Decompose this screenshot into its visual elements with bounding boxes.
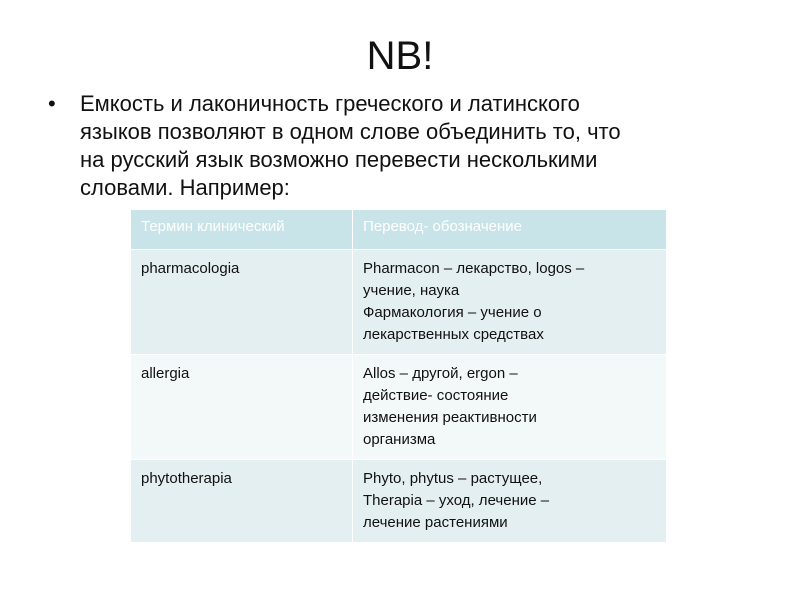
term-cell: allergia [131,355,353,460]
bullet-text-line: на русский язык возможно перевести несколькими [80,147,598,172]
translation-line: Фармакология – учение о [363,304,542,321]
terms-table [130,209,667,543]
column-header-term: Термин клинический [131,210,353,250]
translation-line: действие- состояние [363,387,509,404]
translation-line: Therapia – уход, лечение – [363,492,550,509]
term-cell: pharmacologia [131,250,353,355]
translation-line: учение, наука [363,282,460,299]
translation-line: Pharmacon – лекарство, logos – [363,260,585,277]
translation-line: Phyto, phytus – растущее, [363,470,543,487]
translation-line: Allos – другой, ergon – [363,365,518,382]
bullet-text-line: Емкость и лаконичность греческого и латинского [80,91,580,116]
translation-cell [353,460,667,543]
translation-line: изменения реактивности [363,409,537,426]
bullet-text-line: языков позволяют в одном слове объединить то, что [80,119,621,144]
translation-cell [353,250,667,355]
translation-line: организма [363,431,436,448]
translation-line: лечение растениями [363,514,508,531]
column-header-translation: Перевод- обозначение [353,210,667,250]
table-row [131,460,667,543]
table-row [131,355,667,460]
term-cell: phytotherapia [131,460,353,543]
bullet-text [80,90,720,202]
translation-cell [353,355,667,460]
slide-title: NB! [366,34,434,78]
table-header-row [131,210,667,250]
bullet-marker: • [48,91,56,116]
translation-line: лекарственных средствах [363,326,544,343]
table-row [131,250,667,355]
bullet-text-line: словами. Например: [80,175,290,200]
